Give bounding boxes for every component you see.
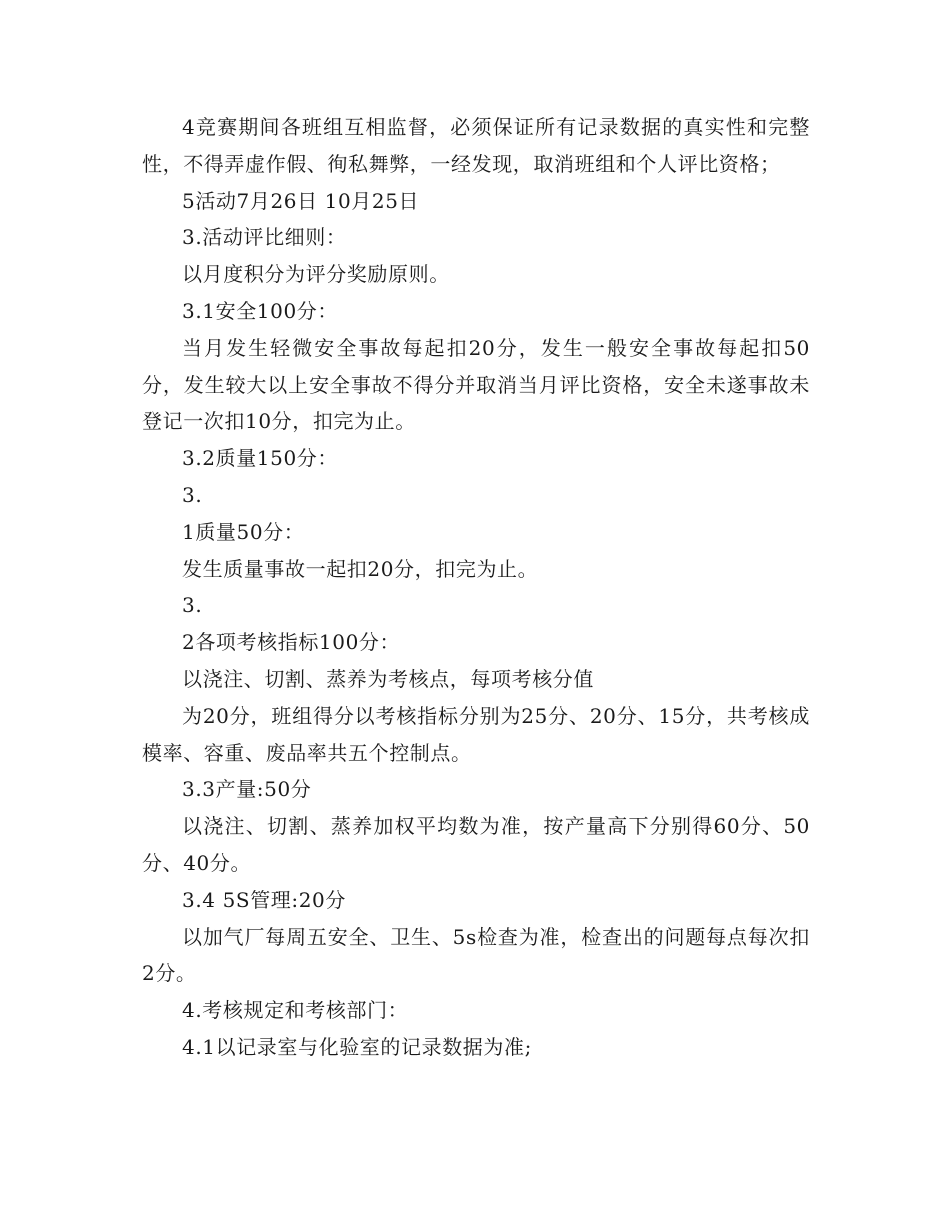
paragraph-13: 以浇注、切割、蒸养为考核点，每项考核分值 (182, 666, 594, 691)
paragraph-7: 3.2质量150分： (182, 446, 338, 471)
paragraph-4: 以月度积分为评分奖励原则。 (182, 262, 450, 287)
paragraph-9: 1质量50分： (182, 519, 305, 544)
paragraph-8: 3. (182, 482, 203, 507)
paragraph-10: 发生质量事故一起扣20分，扣完为止。 (182, 556, 539, 581)
paragraph-1: 4竞赛期间各班组互相监督，必须保证所有记录数据的真实性和完整性，不得弄虚作假、徇私舞弊，一经发现，取消班组和个人评比资格； (142, 115, 810, 176)
paragraph-15: 3.3产量:50分 (182, 777, 312, 802)
paragraph-2: 5活动7月26日 10月25日 (182, 188, 420, 213)
paragraph-20: 4.1以记录室与化验室的记录数据为准; (182, 1034, 532, 1059)
paragraph-11: 3. (182, 593, 203, 618)
paragraph-3: 3.活动评比细则： (182, 225, 347, 250)
paragraph-19: 4.考核规定和考核部门： (182, 998, 409, 1023)
paragraph-12: 2各项考核指标100分： (182, 630, 401, 655)
paragraph-16: 以浇注、切割、蒸养加权平均数为准，按产量高下分别得60分、50分、40分。 (142, 814, 810, 875)
paragraph-18: 以加气厂每周五安全、卫生、5s检查为准，检查出的问题每点每次扣2分。 (142, 924, 810, 986)
paragraph-14: 为20分，班组得分以考核指标分别为25分、20分、15分，共考核成模率、容重、废品率共五个控制点。 (142, 703, 810, 765)
paragraph-6: 当月发生轻微安全事故每起扣20分，发生一般安全事故每起扣50分，发生较大以上安全事故不得分并取消当月评比资格，安全未遂事故未登记一次扣10分，扣完为止。 (142, 335, 810, 434)
paragraph-5: 3.1安全100分： (182, 298, 338, 323)
paragraph-17: 3.4 5S管理:20分 (182, 887, 346, 912)
document-body (142, 109, 810, 1066)
